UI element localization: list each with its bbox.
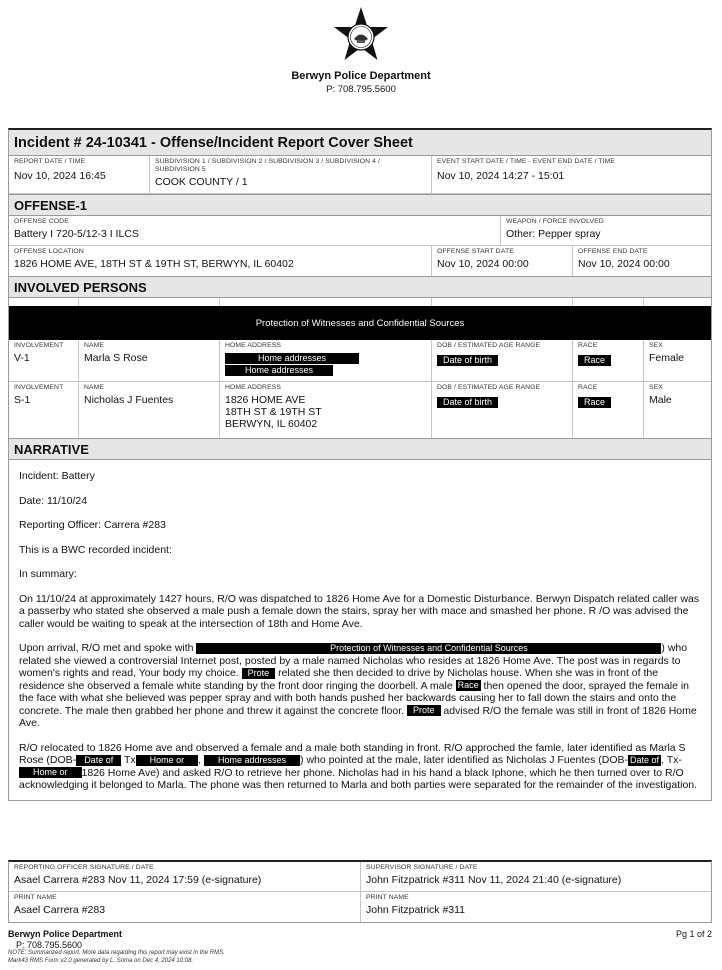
department-phone: P: 708.795.5600 [326, 84, 396, 95]
weapon-cell [501, 216, 711, 245]
report-date-cell [9, 156, 150, 193]
offense-location-label: OFFENSE LOCATION [14, 248, 84, 255]
offense-start-cell [432, 246, 573, 276]
officer-print-label: PRINT NAME [14, 894, 57, 901]
dob-redaction: Date of birth [437, 355, 498, 366]
police-star-seal-icon [330, 6, 392, 68]
person-sex: Male [649, 394, 672, 406]
race-label: RACE [578, 384, 598, 391]
report-date: Nov 10, 2024 16:45 [14, 170, 106, 182]
supervisor-print-name: John Fitzpatrick #311 [366, 904, 466, 916]
subdivision-label: SUBDIVISION 1 / SUBDIVISION 2 / SUBDIVISION 3 / SUBDIVISION 4 / SUBDIVISION 5 [155, 158, 380, 173]
offense-location-cell [9, 246, 432, 276]
name-label: NAME [84, 384, 105, 391]
narrative-bwc: This is a BWC recorded incident: [19, 543, 172, 556]
persons-gap-row [9, 298, 711, 306]
address-redaction: Home or [19, 767, 82, 778]
race-redaction: Race [578, 397, 611, 408]
officer-signature-label: REPORTING OFFICER SIGNATURE / DATE [14, 864, 154, 871]
report-date-label: REPORT DATE / TIME [14, 158, 86, 165]
narrative-paragraph-2: Upon arrival, R/O met and spoke with Protection of Witnesses and Confidential Sources ) who related she viewed a controversial Internet post, posted by a male named Nicholas who resides at 1826 Home Ave. The post was in regards to women's rights and read, Your body my choice. Prote related she then decided to drive by Nicholas house. When she was in front of the residence she observed a female white standing by the front door ringing the doorbell. A male Race then opened the door, sprayed the female in the face with what she believed was pepper spray and with both hands pushed her backwards causing her to fall down the stairs and onto the concrete. The male then grabbed her phone and threw it against the concrete floor. Prote advised R/O the female was still in front of 1826 Home Ave. [19, 642, 697, 729]
dob-redaction: Date of [630, 754, 660, 765]
person-row-v1 [9, 340, 711, 382]
supervisor-signature-label: SUPERVISOR SIGNATURE / DATE [366, 864, 478, 871]
race-redaction: Race [457, 680, 479, 691]
weapon: Other: Pepper spray [506, 228, 601, 240]
sex-label: SEX [649, 384, 663, 391]
dob-redaction: Date of birth [437, 397, 498, 408]
persons-section-title: INVOLVED PERSONS [9, 276, 711, 298]
protection-redaction-banner: Protection of Witnesses and Confidential Sources [9, 306, 711, 340]
narrative-paragraph-3: R/O relocated to 1826 Home ave and observed a female and a male both standing in front. R/O approched the famle, later identified as Marla S Rose (DOB- Date of Tx Home or , Home addresses ) who pointed at the male, later identified as Nicholas J Fuentes (DOB- Date of , Tx-Home or 1826 Home Ave) and asked R/O to retrieve her phone. Nicholas had in his hand a black Iphone, which he then turned over to R/O acknowledging it belonged to Marla. The phone was then returned to Marla and both parties were separated for the remainder of the investigation. [19, 741, 698, 791]
offense-end-label: OFFENSE END DATE [578, 248, 648, 255]
sex-label: SEX [649, 342, 663, 349]
footer-note: NOTE: Summarized report. More data regarding this report may exist in the RMS. [8, 950, 225, 956]
person-address-line: 18TH ST & 19TH ST [225, 406, 322, 418]
narrative-date: Date: 11/10/24 [19, 494, 88, 507]
offense-start: Nov 10, 2024 00:00 [437, 258, 529, 270]
dob-redaction: Date of [76, 755, 121, 766]
report-title: Incident # 24-10341 - Offense/Incident Report Cover Sheet [9, 130, 711, 156]
offense-location: 1826 HOME AVE, 18TH ST & 19TH ST, BERWYN, IL 60402 [14, 258, 294, 270]
offense-code: Battery I 720-5/12-3 I ILCS [14, 228, 139, 240]
event-datetime: Nov 10, 2024 14:27 - 15:01 [437, 170, 565, 182]
offense-end: Nov 10, 2024 00:00 [578, 258, 670, 270]
department-name: Berwyn Police Department [291, 70, 431, 82]
event-label: EVENT START DATE / TIME - EVENT END DATE / TIME [437, 158, 616, 165]
race-redaction: Race [578, 355, 611, 366]
subdivision-cell [150, 156, 432, 193]
narrative-summary-heading: In summary: [19, 568, 77, 580]
signature-block [8, 860, 712, 923]
narrative-incident: Incident: Battery [19, 470, 95, 482]
person-address-line: BERWYN, IL 60402 [225, 418, 318, 430]
address-redaction: Home addresses [225, 353, 359, 364]
page-footer [8, 929, 225, 965]
dob-label: DOB / ESTIMATED AGE RANGE [437, 384, 541, 391]
footer-phone: P: 708.795.5600 [16, 939, 83, 950]
narrative-paragraph-1: On 11/10/24 at approximately 1427 hours, R/O was dispatched to 1826 Home Ave for a Domestic Disturbance. Berwyn Dispatch related caller was a passerby who stated she observed a male push a female down the stairs, spray her with mace and smashed her phone. R /O was advised the caller would be waiting to speak at the intersection of 18th and Home Ave. [19, 592, 700, 630]
person-address-line: 1826 HOME AVE [225, 394, 306, 406]
witness-redaction: Prote [407, 705, 441, 716]
narrative-officer: Reporting Officer: Carrera #283 [19, 519, 166, 531]
witness-redaction: Prote [242, 668, 276, 679]
address-redaction: Home addresses [204, 755, 300, 766]
cover-sheet [8, 128, 712, 801]
supervisor-print-label: PRINT NAME [366, 894, 409, 901]
person-involvement: V-1 [14, 352, 30, 364]
address-redaction: Home addresses [225, 365, 333, 376]
supervisor-signature: John Fitzpatrick #311 Nov 11, 2024 21:40 (e-signature) [366, 874, 622, 886]
person-involvement: S-1 [14, 394, 31, 406]
officer-print-name: Asael Carrera #283 [14, 904, 106, 916]
offense-code-label: OFFENSE CODE [14, 218, 69, 225]
event-cell [432, 156, 711, 193]
address-redaction: Home or [136, 755, 199, 766]
witness-redaction: Protection of Witnesses and Confidential Sources [196, 643, 661, 654]
page-number: Pg 1 of 2 [675, 929, 712, 939]
involvement-label: INVOLVEMENT [14, 384, 64, 391]
address-label: HOME ADDRESS [225, 384, 281, 391]
offense-end-cell [573, 246, 711, 276]
person-name: Marla S Rose [84, 352, 148, 364]
person-row-s1 [9, 382, 711, 438]
narrative-body [9, 460, 711, 800]
footer-department: Berwyn Police Department [8, 929, 123, 939]
officer-signature: Asael Carrera #283 Nov 11, 2024 17:59 (e-signature) [14, 874, 262, 886]
person-name: Nicholas J Fuentes [84, 394, 174, 406]
weapon-label: WEAPON / FORCE INVOLVED [506, 218, 604, 225]
footer-generated-note: Mark43 RMS Form v2.0 generated by L. Soma on Dec 4, 2024 10:08. [8, 957, 194, 964]
offense-section-title: OFFENSE-1 [9, 194, 711, 216]
narrative-section-title: NARRATIVE [9, 438, 711, 460]
person-sex: Female [649, 352, 685, 364]
offense-code-cell [9, 216, 501, 245]
involvement-label: INVOLVEMENT [14, 342, 64, 349]
subdivision: COOK COUNTY / 1 [155, 176, 248, 188]
address-label: HOME ADDRESS [225, 342, 281, 349]
race-label: RACE [578, 342, 598, 349]
dob-label: DOB / ESTIMATED AGE RANGE [437, 342, 541, 349]
name-label: NAME [84, 342, 105, 349]
offense-start-label: OFFENSE START DATE [437, 248, 514, 255]
